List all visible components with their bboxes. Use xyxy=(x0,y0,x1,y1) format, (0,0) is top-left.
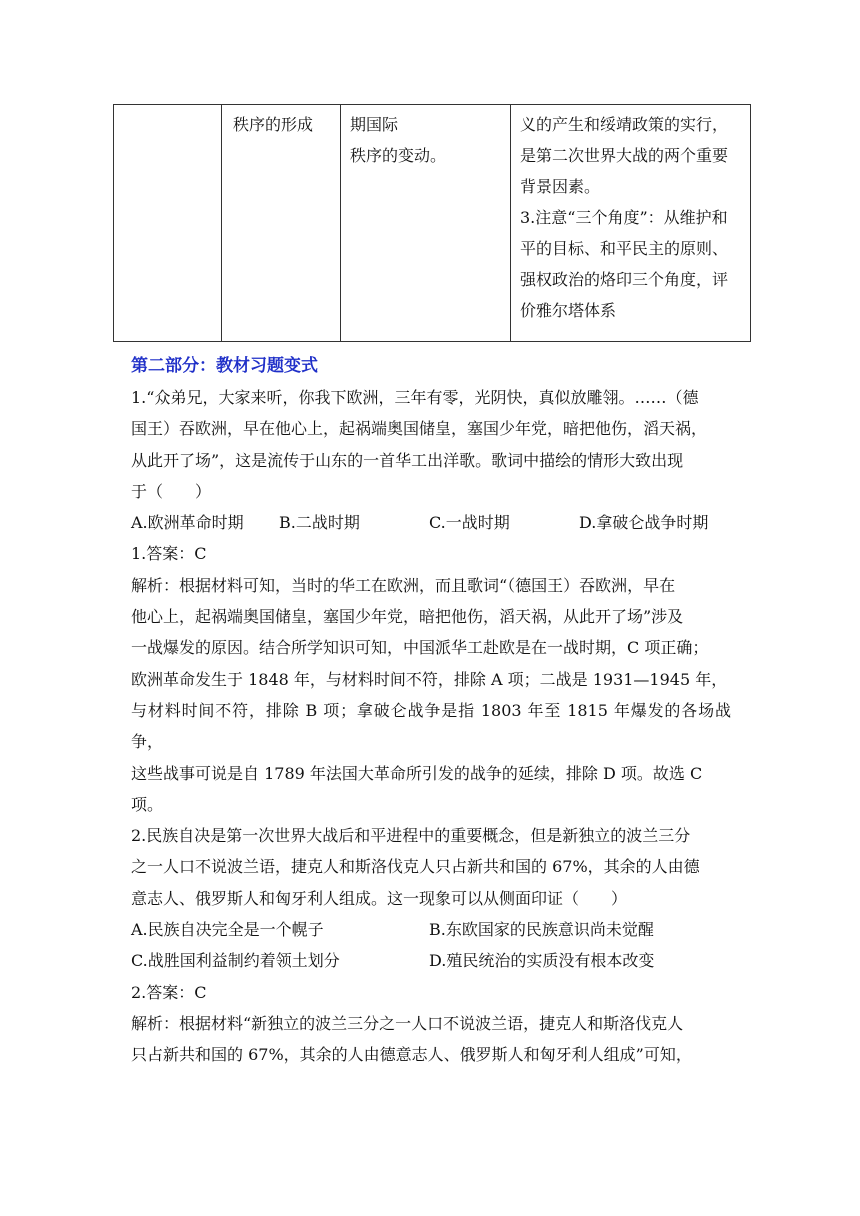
table-cell-content xyxy=(341,105,511,342)
question-1 xyxy=(131,382,731,820)
question-2 xyxy=(131,820,731,1070)
continued-table xyxy=(113,104,751,342)
option-d: D.殖民统治的实质没有根本改变 xyxy=(429,951,655,971)
option-d: D.拿破仑战争时期 xyxy=(579,513,709,533)
question-options xyxy=(131,945,731,976)
table-cell-topic xyxy=(222,105,341,342)
question-stem-line: 从此开了场”，这是流传于山东的一首华工出洋歌。歌词中描绘的情形大致出现 xyxy=(131,450,684,470)
analysis-line: 只占新共和国的 67%，其余的人由德意志人、俄罗斯人和匈牙利人组成”可知， xyxy=(131,1045,692,1065)
question-stem-line: 2.民族自决是第一次世界大战后和平进程中的重要概念，但是新独立的波兰三分 xyxy=(131,826,691,846)
table-cell-line: 是第二次世界大战的两个重要 xyxy=(520,146,729,165)
document-body xyxy=(131,350,731,1071)
section-heading: 第二部分：教材习题变式 xyxy=(131,356,318,376)
table-cell-empty xyxy=(114,105,222,342)
question-options xyxy=(131,914,731,945)
analysis-line: 一战爆发的原因。结合所学知识可知，中国派华工赴欧是在一战时期，C 项正确； xyxy=(131,638,709,658)
answer-line: 1.答案：C xyxy=(131,544,207,564)
question-stem-line: 之一人口不说波兰语，捷克人和斯洛伐克人只占新共和国的 67%，其余的人由德 xyxy=(131,857,700,877)
question-stem-line: 国王）吞欧洲，早在他心上，起祸端奥国储皇，塞国少年党，暗把他伤，滔天祸， xyxy=(131,419,708,439)
option-b: B.二战时期 xyxy=(279,513,360,533)
analysis-line: 项。 xyxy=(131,794,164,814)
table-cell-line: 3.注意“三个角度”：从维护和 xyxy=(520,208,728,227)
analysis-line: 解析：根据材料“新独立的波兰三分之一人口不说波兰语，捷克人和斯洛伐克人 xyxy=(131,1013,684,1033)
question-stem-line: 1.“众弟兄，大家来听，你我下欧洲，三年有零，光阴快，真似放雕翎。……（德 xyxy=(131,388,699,407)
option-c: C.一战时期 xyxy=(429,513,510,533)
table-cell-notes xyxy=(511,105,751,342)
table-cell-text: 秩序的形成 xyxy=(233,115,314,134)
analysis-line: 解析：根据材料可知，当时的华工在欧洲，而且歌词“（德国王）吞欧洲，早在 xyxy=(131,575,676,595)
question-stem-line: 意志人、俄罗斯人和匈牙利人组成。这一现象可以从侧面印证（ ） xyxy=(131,888,628,908)
table-cell-line: 义的产生和绥靖政策的实行， xyxy=(520,115,729,134)
table-cell-line: 平的目标、和平民主的原则、 xyxy=(520,239,729,258)
table-cell-line: 秩序的变动。 xyxy=(350,146,447,165)
option-a: A.欧洲革命时期 xyxy=(131,513,244,533)
analysis-line: 这些战事可说是自 1789 年法国大革命所引发的战争的延续，排除 D 项。故选 C xyxy=(131,763,703,783)
question-options xyxy=(131,507,731,538)
option-c: C.战胜国利益制约着领土划分 xyxy=(131,951,340,971)
table-cell-line: 背景因素。 xyxy=(520,177,601,196)
option-a: A.民族自决完全是一个幌子 xyxy=(131,920,324,940)
question-stem-line: 于（ ） xyxy=(131,481,212,501)
option-b: B.东欧国家的民族意识尚未觉醒 xyxy=(429,920,654,940)
table-cell-line: 强权政治的烙印三个角度，评 xyxy=(520,270,729,289)
table-cell-line: 期国际 xyxy=(350,115,399,134)
analysis-line: 与材料时间不符，排除 B 项；拿破仑战争是指 1803 年至 1815 年爆发的各场战争， xyxy=(131,700,731,752)
table-cell-line: 价雅尔塔体系 xyxy=(520,301,617,320)
table-row xyxy=(114,105,751,342)
analysis-line: 欧洲革命发生于 1848 年，与材料时间不符，排除 A 项；二战是 1931—1945 年， xyxy=(131,669,728,689)
answer-line: 2.答案：C xyxy=(131,982,207,1002)
analysis-line: 他心上，起祸端奥国储皇，塞国少年党，暗把他伤，滔天祸，从此开了场”涉及 xyxy=(131,607,684,627)
